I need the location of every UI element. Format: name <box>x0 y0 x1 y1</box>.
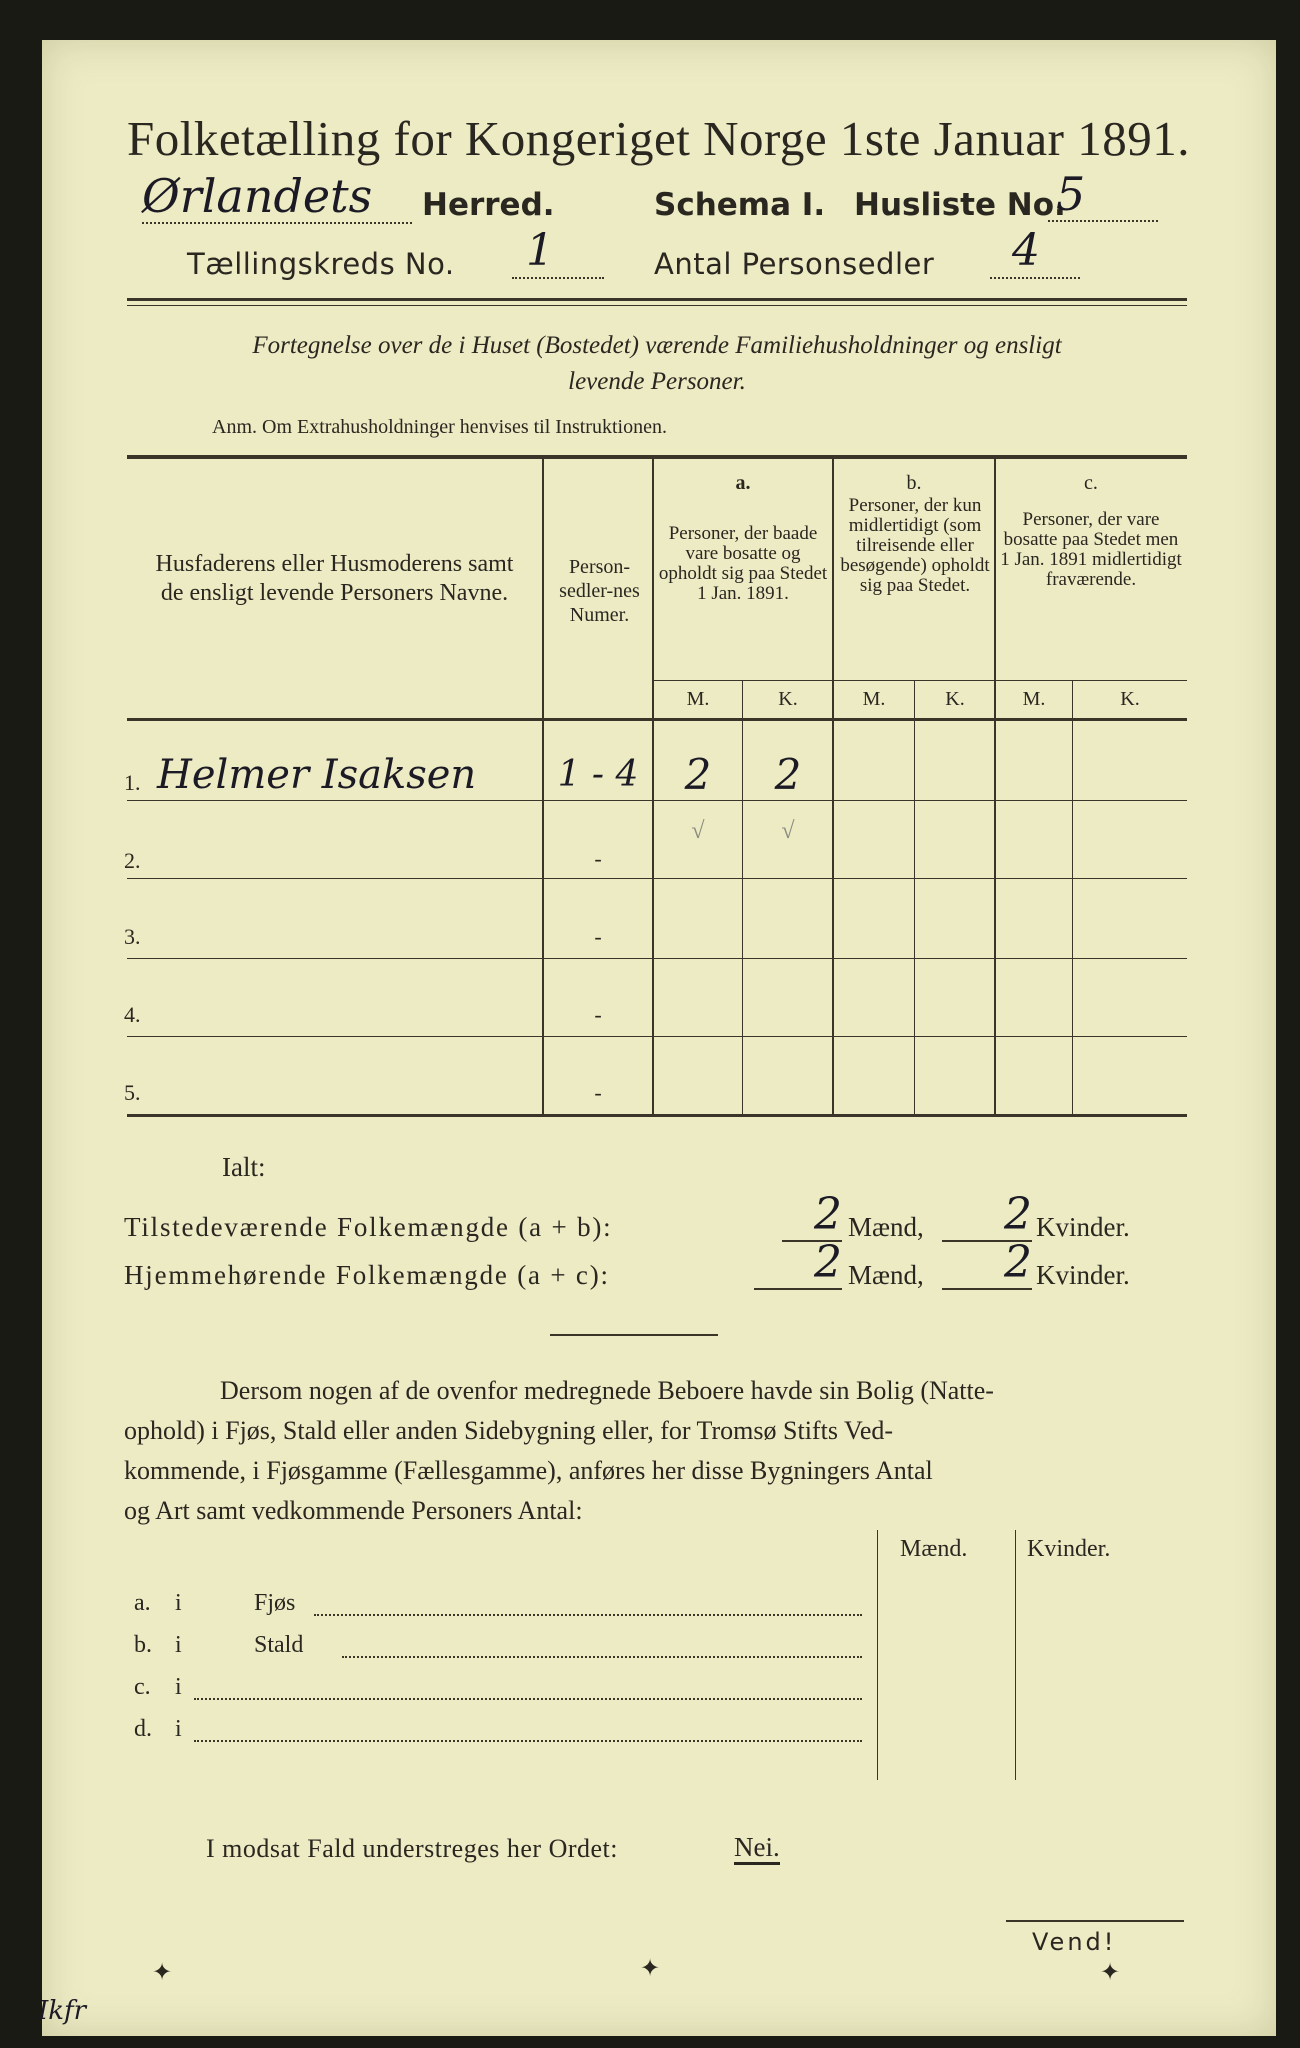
registration-mark-center: ✦ <box>640 1956 661 1982</box>
hjemme-kvinder-label: Kvinder. <box>1036 1260 1130 1290</box>
col-rule-c-mk <box>1072 680 1073 1114</box>
form-title: Folketælling for Kongeriget Norge 1ste Januar 1891. <box>127 111 1190 166</box>
table-top-rule <box>127 455 1187 459</box>
b-k-label: K. <box>945 688 965 710</box>
buildings-para-1: Dersom nogen af de ovenfor medregnede Beboere havde sin Bolig (Natte- <box>220 1376 994 1405</box>
c-m-label: M. <box>1022 688 1046 710</box>
row-number: 1. <box>124 770 141 795</box>
a-m-label: M. <box>686 688 710 710</box>
col-numer-header: Person-sedler-nes Numer. <box>559 556 640 626</box>
a-k-label: K. <box>778 688 798 710</box>
schema-label: Schema I. <box>654 187 826 223</box>
intro-line-1: Fortegnelse over de i Huset (Bostedet) værende Familiehusholdninger og ensligt <box>252 332 1062 359</box>
buildings-maend-header: Mænd. <box>900 1536 968 1562</box>
antal-value: 4 <box>990 225 1080 279</box>
item-i: i <box>175 1716 182 1742</box>
item-label: Fjøs <box>254 1590 296 1616</box>
mk-top-rule <box>654 680 1187 681</box>
item-letter: d. <box>134 1716 152 1742</box>
intro-line-2: levende Personer. <box>568 368 746 395</box>
a-m-value: 2 <box>684 750 712 799</box>
buildings-para-3: kommende, i Fjøsgamme (Fællesgamme), anføres her disse Bygningers Antal <box>124 1456 933 1485</box>
row-number: 4. <box>124 1002 141 1027</box>
col-c-header: Personer, der vare bosatte paa Stedet men 1 Jan. 1891 midlertidigt fraværende. <box>1000 509 1182 590</box>
hjemme-kvinder-value: 2 <box>942 1238 1032 1290</box>
a-k-check: √ <box>781 818 795 844</box>
header-rule <box>127 298 1187 301</box>
husliste-label: Husliste No. <box>854 187 1066 223</box>
tilstede-maend-label: Mænd, <box>848 1212 924 1242</box>
header-rule-thin <box>127 305 1187 306</box>
a-m-check: √ <box>691 818 705 844</box>
hjemme-maend-label: Mænd, <box>848 1260 924 1290</box>
buildings-col-rule-1 <box>877 1530 878 1780</box>
item-dotted-line <box>194 1696 862 1700</box>
tilstede-label: Tilstedeværende Folkemængde (a + b): <box>124 1212 613 1242</box>
vend-rule <box>1006 1920 1184 1922</box>
herred-value: Ørlandets <box>142 170 412 224</box>
modsat-label: I modsat Fald understreges her Ordet: <box>206 1834 619 1863</box>
item-label: Stald <box>254 1632 304 1658</box>
registration-mark-right: ✦ <box>1100 1960 1121 1986</box>
row-rule <box>127 1036 1187 1037</box>
col-rule-3 <box>832 459 834 1114</box>
vend-label: Vend! <box>1032 1928 1117 1956</box>
personsedler-numer: - <box>594 1080 602 1105</box>
buildings-col-rule-2 <box>1015 1530 1016 1780</box>
table-header-rule <box>127 718 1187 721</box>
item-dotted-line <box>314 1612 862 1616</box>
tilstede-maend-value: 2 <box>782 1190 842 1242</box>
col-b-header: Personer, der kun midlertidigt (som tilreisende eller besøgende) opholdt sig paa Stedet. <box>840 495 990 596</box>
personsedler-numer: 1 - 4 <box>557 754 639 795</box>
row-number: 2. <box>124 848 141 873</box>
ialt-label: Ialt: <box>222 1152 266 1182</box>
hjemme-maend-value: 2 <box>754 1238 842 1290</box>
col-rule-b-mk <box>914 680 915 1114</box>
corner-note: Ikfr <box>38 1996 87 2026</box>
item-dotted-line <box>194 1738 862 1742</box>
item-letter: c. <box>134 1674 151 1700</box>
buildings-para-2: ophold) i Fjøs, Stald eller anden Sidebygning eller, for Tromsø Stifts Ved- <box>124 1416 894 1445</box>
item-dotted-line <box>342 1654 862 1658</box>
personsedler-numer: - <box>594 924 602 949</box>
personsedler-numer: - <box>594 1002 602 1027</box>
nei-word: Nei. <box>734 1832 780 1865</box>
row-number: 3. <box>124 924 141 949</box>
col-c-letter: c. <box>1084 472 1098 494</box>
husliste-value: 5 <box>1048 168 1158 222</box>
c-k-label: K. <box>1120 688 1140 710</box>
anm-note: Anm. Om Extrahusholdninger henvises til Instruktionen. <box>212 416 667 438</box>
row-rule <box>127 800 1187 801</box>
col-names-header: Husfaderens eller Husmoderens samt de ensligt levende Personers Navne. <box>155 551 514 606</box>
row-number: 5. <box>124 1080 141 1105</box>
herred-label: Herred. <box>422 187 555 223</box>
kreds-label: Tællingskreds No. <box>187 247 455 281</box>
row-rule <box>127 958 1187 959</box>
hjemme-label: Hjemmehørende Folkemængde (a + c): <box>124 1260 610 1290</box>
item-letter: a. <box>134 1590 151 1616</box>
personsedler-numer: - <box>594 846 602 871</box>
item-letter: b. <box>134 1632 152 1658</box>
registration-mark-left: ✦ <box>152 1960 173 1986</box>
tilstede-kvinder-label: Kvinder. <box>1036 1212 1130 1242</box>
item-i: i <box>175 1590 182 1616</box>
census-form-page <box>38 40 1276 2036</box>
col-rule-4 <box>994 459 996 1114</box>
buildings-kvinder-header: Kvinder. <box>1027 1536 1111 1562</box>
col-a-header: Personer, der baade vare bosatte og opholdt sig paa Stedet 1 Jan. 1891. <box>658 523 828 604</box>
a-k-value: 2 <box>774 750 802 799</box>
kreds-value: 1 <box>512 225 604 279</box>
col-rule-a-mk <box>742 680 743 1114</box>
col-b-letter: b. <box>906 472 922 494</box>
row-rule <box>127 878 1187 879</box>
buildings-para-4: og Art samt vedkommende Personers Antal: <box>124 1496 583 1525</box>
b-m-label: M. <box>862 688 886 710</box>
col-a-letter: a. <box>735 472 751 494</box>
tilstede-kvinder-value: 2 <box>942 1190 1032 1242</box>
item-i: i <box>175 1632 182 1658</box>
antal-label: Antal Personsedler <box>654 247 935 281</box>
table-bottom-rule <box>127 1114 1187 1117</box>
section-divider <box>550 1334 718 1336</box>
person-name: Helmer Isaksen <box>157 752 477 798</box>
item-i: i <box>175 1674 182 1700</box>
